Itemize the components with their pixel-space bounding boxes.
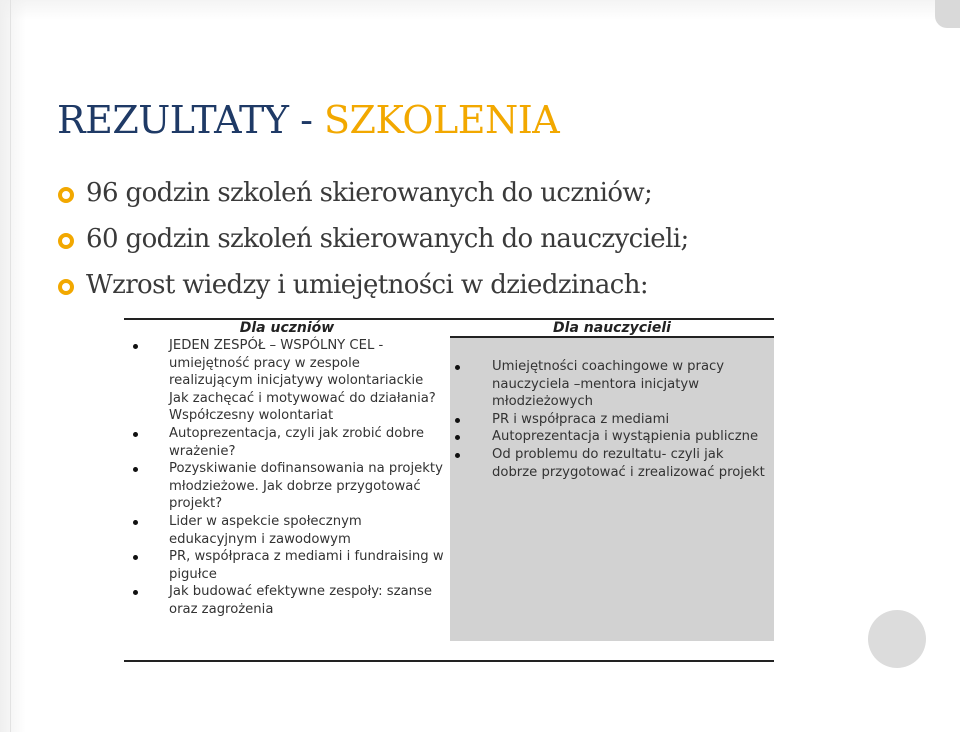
dot-bullet-icon <box>455 435 460 440</box>
title-separator: - <box>300 98 313 142</box>
topic-item <box>124 583 450 618</box>
title-subtitle: SZKOLENIA <box>324 98 560 142</box>
bullet-text: 60 godzin szkoleń skierowanych do nauczycieli; <box>86 224 689 254</box>
corner-decoration <box>935 0 960 28</box>
slide-top-edge <box>0 0 960 20</box>
topic-item <box>450 411 774 429</box>
bullet-item <box>58 268 689 314</box>
slide-title <box>57 98 559 142</box>
topic-text: PR i współpraca z mediami <box>492 411 670 427</box>
ring-bullet-icon <box>58 233 74 249</box>
bullet-text: 96 godzin szkoleń skierowanych do uczniów; <box>86 178 653 208</box>
topic-item <box>450 358 774 411</box>
slide-left-edge <box>0 0 26 732</box>
dot-bullet-icon <box>133 520 138 525</box>
teachers-topics <box>450 358 774 481</box>
training-table <box>124 318 774 662</box>
topic-text: Lider w aspekcie społecznym edukacyjnym i zawodowym <box>169 513 362 547</box>
title-main: REZULTATY <box>57 98 289 142</box>
bullet-item <box>58 176 689 222</box>
dot-bullet-icon <box>133 555 138 560</box>
bullet-item <box>58 222 689 268</box>
table-bottom-rule <box>124 660 774 662</box>
topic-item <box>450 428 774 446</box>
topic-text: Pozyskiwanie dofinansowania na projekty młodzieżowe. Jak dobrze przygotować projekt? <box>169 461 443 512</box>
topic-item <box>124 425 450 460</box>
topic-item <box>124 390 450 425</box>
dot-bullet-icon <box>455 365 460 370</box>
teachers-header: Dla nauczycieli <box>553 320 671 336</box>
topic-text: JEDEN ZESPÓŁ – WSPÓLNY CEL - umiejętność pracy w zespole realizującym inicjatywy wolontariackie <box>169 338 424 389</box>
dot-bullet-icon <box>133 467 138 472</box>
circle-decoration <box>868 610 926 668</box>
table-header-rule <box>450 336 774 338</box>
topic-text: Umiejętności coachingowe w pracy nauczyciela –mentora inicjatyw młodzieżowych <box>492 359 725 410</box>
topic-text: Jak budować efektywne zespoły: szanse oraz zagrożenia <box>169 584 432 617</box>
dot-bullet-icon <box>133 590 138 595</box>
ring-bullet-icon <box>58 187 74 203</box>
topic-text: PR, współpraca z mediami i fundraising w pigułce <box>169 549 444 582</box>
topic-item <box>124 513 450 548</box>
students-header: Dla uczniów <box>239 320 335 336</box>
topic-text: Autoprezentacja i wystąpienia publiczne <box>492 429 759 445</box>
students-topics <box>124 337 450 619</box>
bullet-text: Wzrost wiedzy i umiejętności w dziedzinach: <box>86 270 649 300</box>
dot-bullet-icon <box>133 344 138 349</box>
dot-bullet-icon <box>455 418 460 423</box>
topic-item <box>124 548 450 583</box>
topic-text: Od problemu do rezultatu- czyli jak dobrze przygotować i zrealizować projekt <box>492 446 765 480</box>
dot-bullet-icon <box>455 453 460 458</box>
topic-item <box>450 446 774 481</box>
topic-item <box>124 337 450 390</box>
topic-text: Autoprezentacja, czyli jak zrobić dobre wrażenie? <box>169 425 424 459</box>
topic-text: Jak zachęcać i motywować do działania? Współczesny wolontariat <box>169 390 436 424</box>
dot-bullet-icon <box>133 432 138 437</box>
slide-left-line <box>10 0 11 732</box>
topic-item <box>124 460 450 513</box>
bullet-list <box>58 176 689 314</box>
ring-bullet-icon <box>58 279 74 295</box>
